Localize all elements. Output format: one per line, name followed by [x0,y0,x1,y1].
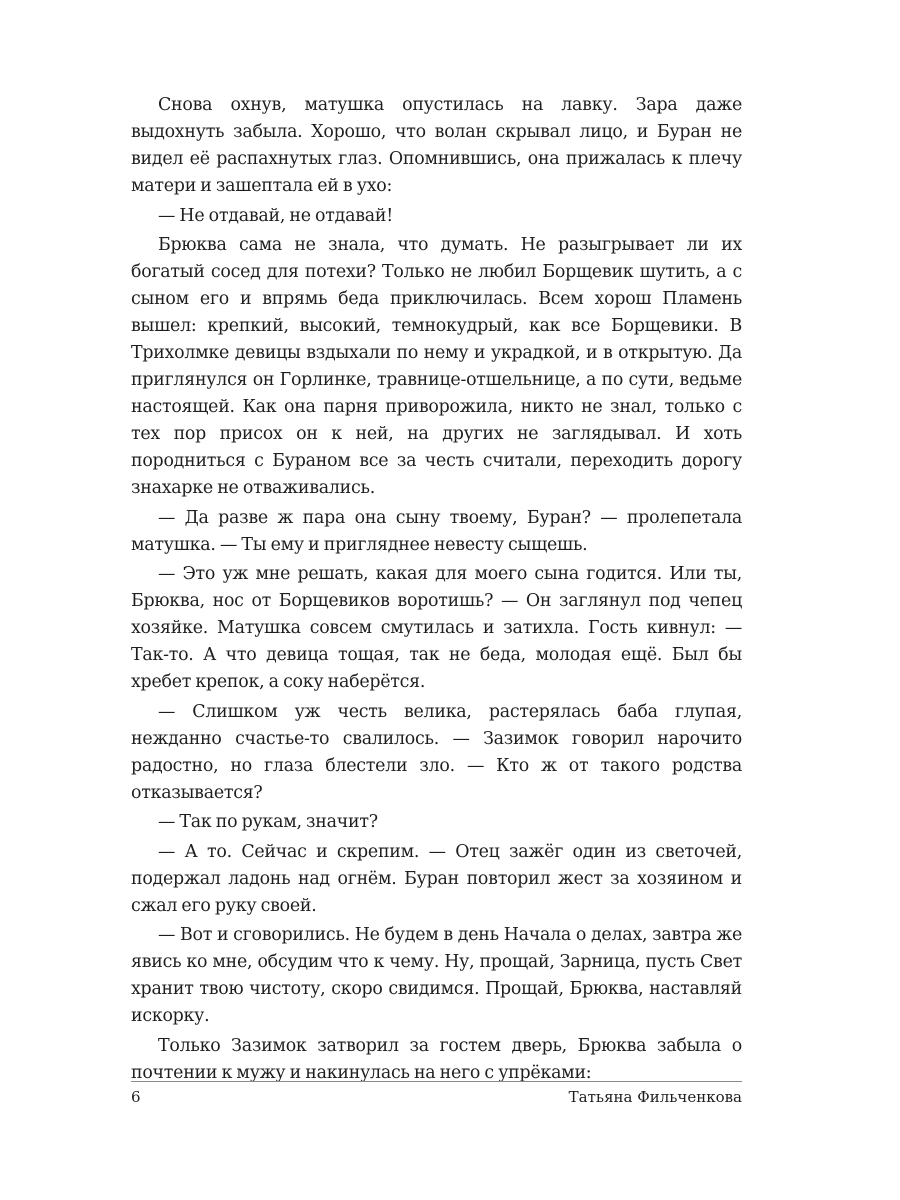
page-number: 6 [131,1088,141,1106]
paragraph: — Да разве ж пара она сыну твоему, Буран? — пролепетала матушка. — Ты ему и пригляднее невесту сыщешь. [131,507,742,555]
running-footer-author: Татьяна Фильченкова [568,1088,742,1106]
footer-divider [131,1081,742,1082]
paragraph: — Вот и сговорились. Не будем в день Начала о делах, завтра же явись ко мне, обсудим что к чему. Ну, прощай, Зарница, пусть Свет хранит твою чистоту, скоро свидимся. Прощай, Брюква, наставляй искорку. [131,925,742,1026]
paragraph: — А то. Сейчас и скрепим. — Отец зажёг один из светочей, подержал ладонь над огнём. Буран повторил жест за хозяином и сжал его руку своей. [131,841,742,916]
paragraph: — Это уж мне решать, какая для моего сына годится. Или ты, Брюква, нос от Борщевиков воротишь? — Он заглянул под чепец хозяйке. Матушка совсем смутилась и затихла. Гость кивнул: — Так-то. А что девица тощая, так не беда, молодая ещё. Был бы хребет крепок, а соку наберётся. [131,564,742,692]
paragraph: — Не отдавай, не отдавай! [158,205,393,226]
paragraph: Снова охнув, матушка опустилась на лавку. Зара даже выдохнуть забыла. Хорошо, что волан скрывал лицо, и Буран не видел её распахнутых глаз. Опомнившись, она прижалась к плечу матери и зашептала ей в ухо: [131,95,742,196]
paragraph: Только Зазимок затворил за гостем дверь, Брюква забыла о почтении к мужу и накинулась на него с упрёками: [131,1035,742,1083]
body-text [131,92,742,1087]
paragraph: — Так по рукам, значит? [158,812,378,832]
paragraph: — Слишком уж честь велика, растерялась баба глупая, нежданно счастье-то свалилось. — Зазимок говорил нарочито радостно, но глаза блестели зло. — Кто ж от такого родства отказывается? [131,701,742,803]
paragraph: Брюква сама не знала, что думать. Не разыгрывает ли их богатый сосед для потехи? Только не любил Борщевик шутить, а с сыном его и впрямь беда приключилась. Всем хорош Пламень вышел: крепкий, высокий, темнокудрый, как все Борщевики. В Трихолмке девицы вздыхали по нему и украдкой, и в открытую. Да приглянулся он Горлинке, травнице-отшельнице, а по сути, ведьме настоящей. Как она парня приворожила, никто не знал, только с тех пор присох он к ней, на других не заглядывал. И хоть породниться с Бураном все за честь считали, переходить дорогу знахарке не отваживались. [131,235,742,498]
